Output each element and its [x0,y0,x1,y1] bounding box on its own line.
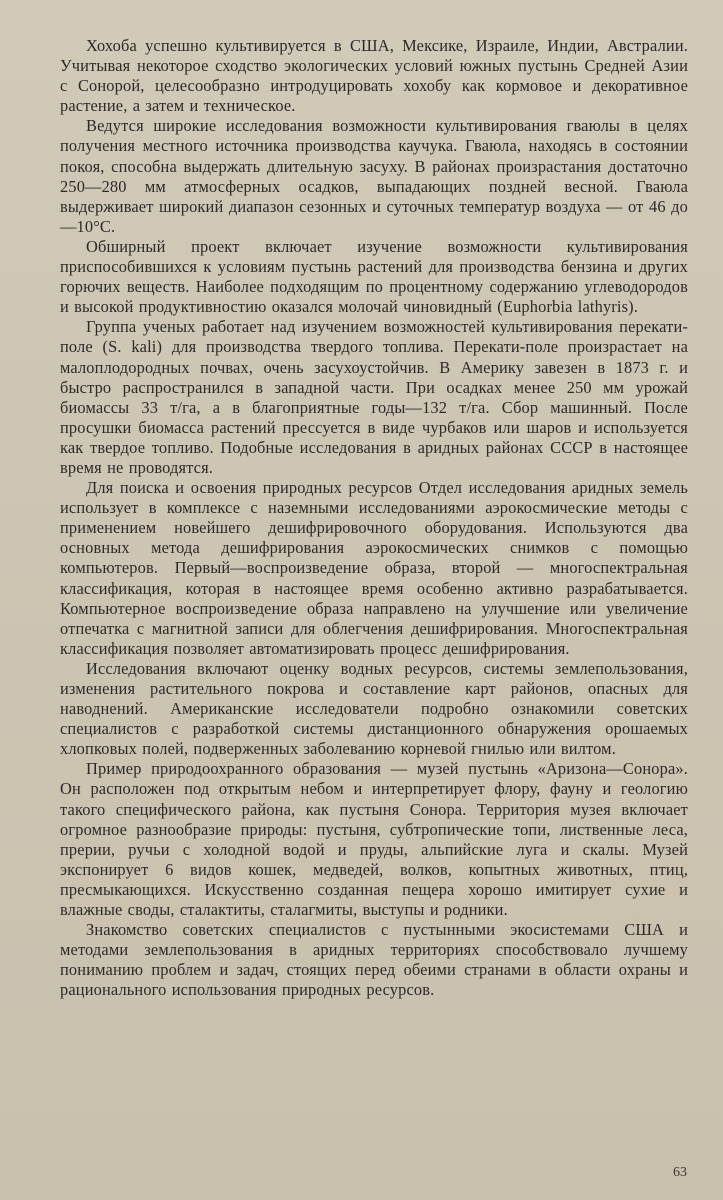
paragraph-guayule: Ведутся широкие исследования возможности культивирования гваюлы в целях получения местного источника производства каучука. Гваюла, находясь в состоянии покоя, способна выдержать длительную засуху. В районах произрастания достаточно 250—280 мм атмосферных осадков, выпадающих поздней весной. Гваюла выдерживает широкий диапазон сезонных и суточных температур воздуха — от 46 до —10°С. [60,116,688,236]
paragraph-jojoba: Хохоба успешно культивируется в США, Мексике, Израиле, Индии, Австралии. Учитывая некоторое сходство экологических условий южных пустынь Средней Азии с Сонорой, целесообразно интродуцировать хохобу как кормовое и декоративное растение, а затем и техническое. [60,36,688,116]
body-text [60,36,688,1001]
page-number: 63 [673,1165,687,1180]
paragraph-museum: Пример природоохранного образования — музей пустынь «Аризона—Сонора». Он расположен под открытым небом и интерпретирует флору, фауну и геологию такого специфического района, как пустыня Сонора. Территория музея включает огромное разнообразие природы: пустыня, субтропические топи, лиственные леса, прерии, ручьи с холодной водой и пруды, альпийские луга и скалы. Музей экспонирует 6 видов кошек, медведей, волков, копытных животных, птиц, пресмыкающихся. Искусственно созданная пещера хорошо имитирует сухие и влажные своды, сталактиты, сталагмиты, выступы и родники. [60,759,688,920]
paragraph-remote-sensing: Для поиска и освоения природных ресурсов Отдел исследования аридных земель использует в комплексе с наземными исследованиями аэрокосмические методы с применением новейшего дешифрировочного оборудования. Используются два основных метода дешифрирования аэрокосмических снимков с помощью компьютеров. Первый—воспроизведение образа, второй — многоспектральная классификация, которая в настоящее время особенно активно разрабатывается. Компьютерное воспроизведение образа направлено на улучшение или увеличение отпечатка с магнитной записи для облегчения дешифрирования. Многоспектральная классификация позволяет автоматизировать процесс дешифрирования. [60,478,688,658]
paragraph-fuel-plants: Обширный проект включает изучение возможности культивирования приспособившихся к условиям пустынь растений для производства бензина и других горючих веществ. Наиболее подходящим по процентному содержанию углеводородов и высокой продуктивностию оказался молочай чиновидный (Euphorbia lathyris). [60,236,688,317]
paragraph-conclusion: Знакомство советских специалистов с пустынными экосистемами США и методами землепользования в аридных территориях способствовало лучшему пониманию проблем и задач, стоящих перед обеими странами в области охраны и рационального использования природных ресурсов. [60,920,688,1000]
paragraph-tumbleweed: Группа ученых работает над изучением возможностей культивирования перекати-поле (S. kali) для производства твердого топлива. Перекати-поле произрастает на малоплодородных почвах, очень засухоустойчив. В Америку завезен в 1873 г. и быстро распространился в западной части. При осадках менее 250 мм урожай биомассы 33 т/га, а в благоприятные годы—132 т/га. Сбор машинный. После просушки биомасса растений прессуется в виде чурбаков или шаров и используется как твердое топливо. Подобные исследования в аридных районах СССР в настоящее время не проводятся. [60,317,688,477]
paragraph-land-use-research: Исследования включают оценку водных ресурсов, системы землепользования, изменения растительного покрова и составление карт районов, опасных для наводнений. Американские исследователи подробно ознакомили советских специалистов с разработкой системы дистанционного обнаружения орошаемых хлопковых полей, подверженных заболеванию корневой гнилью или вилтом. [60,658,688,759]
